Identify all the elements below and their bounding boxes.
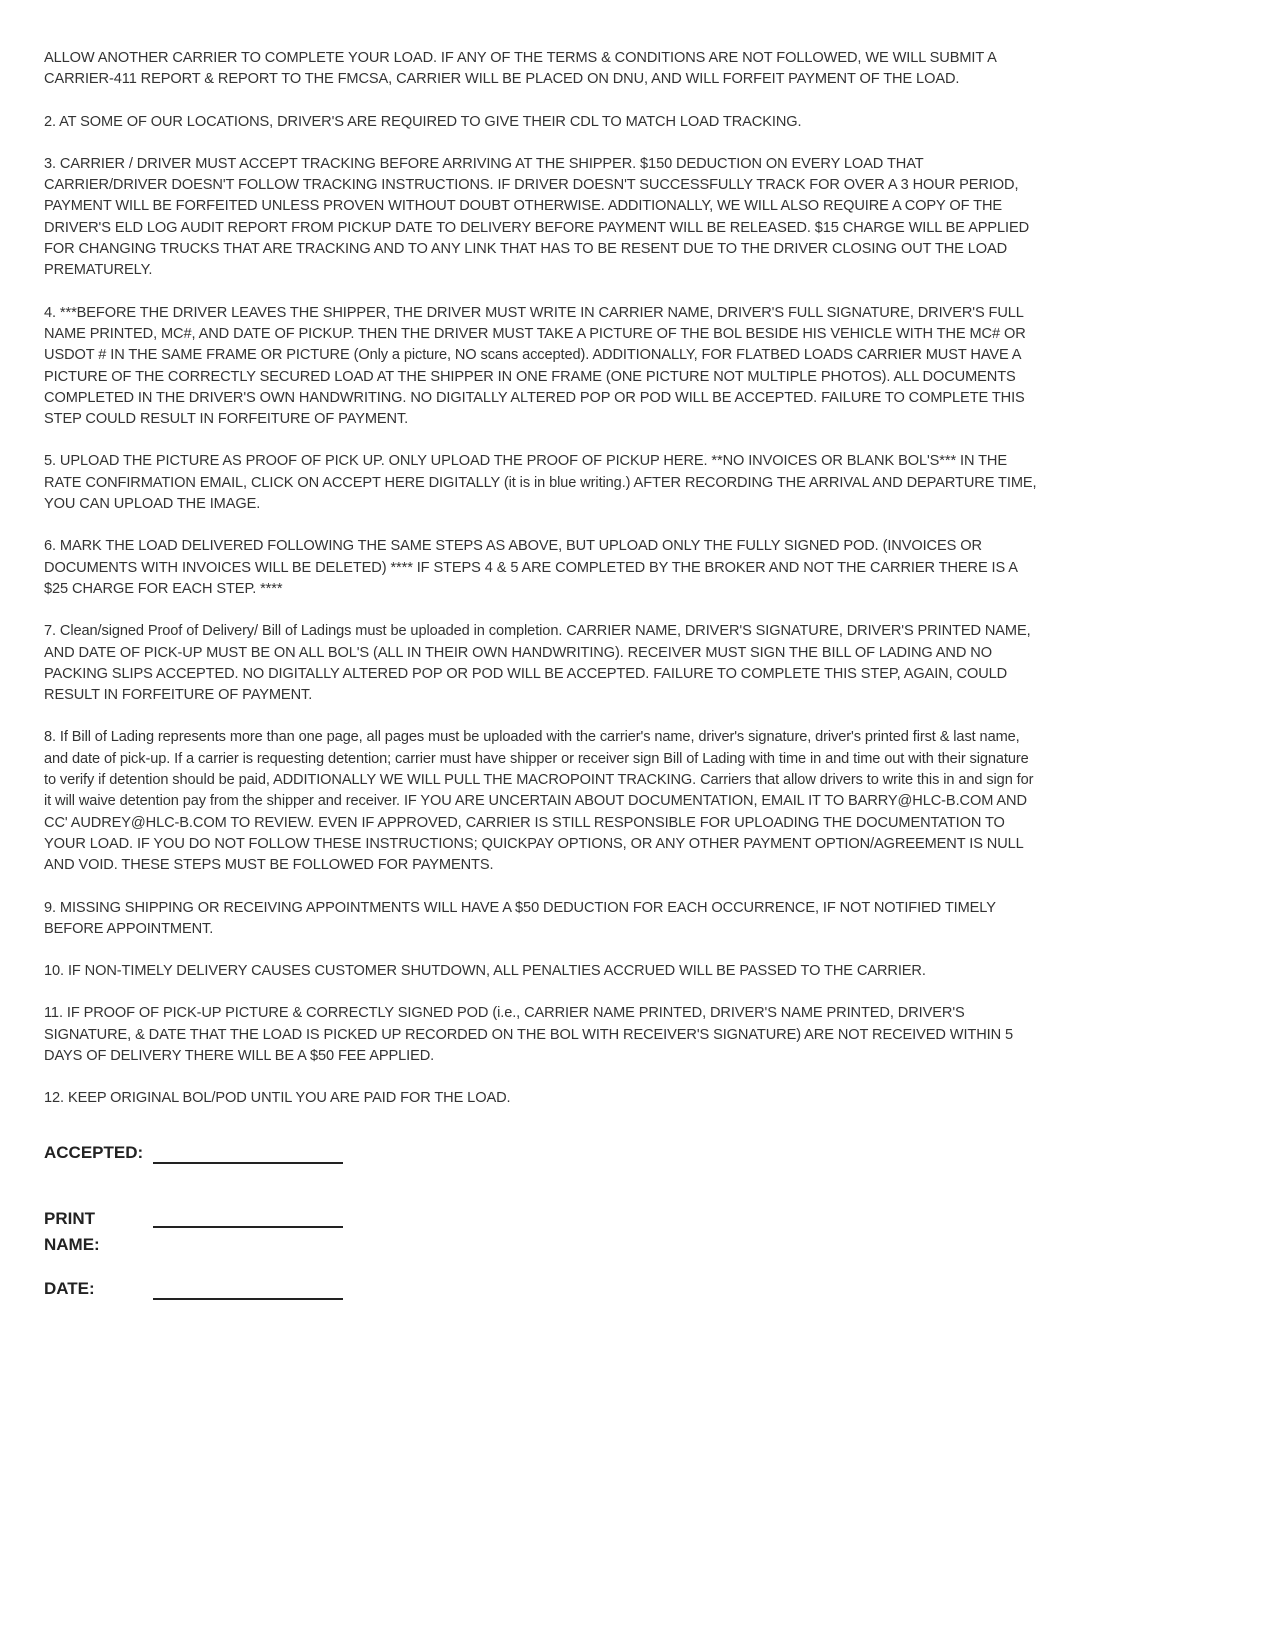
accepted-label: ACCEPTED: — [44, 1143, 144, 1162]
print-name-line[interactable] — [153, 1226, 343, 1228]
terms-body — [44, 48, 1044, 1131]
terms-paragraph-4: 4. ***BEFORE THE DRIVER LEAVES THE SHIPPER, THE DRIVER MUST WRITE IN CARRIER NAME, DRIVER'S FULL SIGNATURE, DRIVER'S FULL NAME PRINTED, MC#, AND DATE OF PICKUP. THEN THE DRIVER MUST TAKE A PICTURE OF THE BOL BESIDE HIS VEHICLE WITH THE MC# OR USDOT # IN THE SAME FRAME OR PICTURE (Only a picture, NO scans accepted). ADDITIONALLY, FOR FLATBED LOADS CARRIER MUST HAVE A PICTURE OF THE CORRECTLY SECURED LOAD AT THE SHIPPER IN ONE FRAME (ONE PICTURE NOT MULTIPLE PHOTOS). ALL DOCUMENTS COMPLETED IN THE DRIVER'S OWN HANDWRITING. NO DIGITALLY ALTERED POP OR POD WILL BE ACCEPTED. FAILURE TO COMPLETE THIS STEP COULD RESULT IN FORFEITURE OF PAYMENT. — [44, 304, 1026, 428]
terms-paragraph-6: 6. MARK THE LOAD DELIVERED FOLLOWING THE SAME STEPS AS ABOVE, BUT UPLOAD ONLY THE FULLY SIGNED POD. (INVOICES OR DOCUMENTS WITH INVOICES WILL BE DELETED) **** IF STEPS 4 & 5 ARE COMPLETED BY THE BROKER AND NOT THE CARRIER THERE IS A $25 CHARGE FOR EACH STEP. **** — [44, 538, 1018, 597]
print-name-label — [44, 1206, 100, 1258]
terms-paragraph-12: 12. KEEP ORIGINAL BOL/POD UNTIL YOU ARE PAID FOR THE LOAD. — [44, 1090, 511, 1107]
terms-paragraph-8: 8. If Bill of Lading represents more than one page, all pages must be uploaded with the carrier's name, driver's signature, driver's printed first & last name, and date of pick-up. If a carrier is requesting detention; carrier must have shipper or receiver sign Bill of Lading with time in and time out with their signature to verify if detention should be paid, ADDITIONALLY WE WILL PULL THE MACROPOINT TRACKING. Carriers that allow drivers to write this in and sign for it will waive detention pay from the shipper and receiver. IF YOU ARE UNCERTAIN ABOUT DOCUMENTATION, EMAIL IT TO BARRY@HLC-B.COM AND CC' AUDREY@HLC-B.COM TO REVIEW. EVEN IF APPROVED, CARRIER IS STILL RESPONSIBLE FOR UPLOADING THE DOCUMENTATION TO YOUR LOAD. IF YOU DO NOT FOLLOW THESE INSTRUCTIONS; QUICKPAY OPTIONS, OR ANY OTHER PAYMENT OPTION/AGREEMENT IS NULL AND VOID. THESE STEPS MUST BE FOLLOWED FOR PAYMENTS. — [44, 729, 1034, 874]
accepted-signature-line[interactable] — [153, 1162, 343, 1164]
date-row — [44, 1276, 444, 1336]
terms-paragraph-11: 11. IF PROOF OF PICK-UP PICTURE & CORRECTLY SIGNED POD (i.e., CARRIER NAME PRINTED, DRIVER'S NAME PRINTED, DRIVER'S SIGNATURE, & DATE THAT THE LOAD IS PICKED UP RECORDED ON THE BOL WITH RECEIVER'S SIGNATURE) ARE NOT RECEIVED WITHIN 5 DAYS OF DELIVERY THERE WILL BE A $50 FEE APPLIED. — [44, 1005, 1014, 1064]
terms-paragraph-9: 9. MISSING SHIPPING OR RECEIVING APPOINTMENTS WILL HAVE A $50 DEDUCTION FOR EACH OCCURRENCE, IF NOT NOTIFIED TIMELY BEFORE APPOINTMENT. — [44, 899, 996, 937]
accepted-row — [44, 1140, 444, 1200]
terms-paragraph-2: 2. AT SOME OF OUR LOCATIONS, DRIVER'S ARE REQUIRED TO GIVE THEIR CDL TO MATCH LOAD TRACKING. — [44, 113, 802, 130]
terms-paragraph-10: 10. IF NON-TIMELY DELIVERY CAUSES CUSTOMER SHUTDOWN, ALL PENALTIES ACCRUED WILL BE PASSED TO THE CARRIER. — [44, 963, 926, 980]
terms-paragraph-7: 7. Clean/signed Proof of Delivery/ Bill of Ladings must be uploaded in completion. CARRIER NAME, DRIVER'S SIGNATURE, DRIVER'S PRINTED NAME, AND DATE OF PICK-UP MUST BE ON ALL BOL'S (ALL IN THEIR OWN HANDWRITING). RECEIVER MUST SIGN THE BILL OF LADING AND NO PACKING SLIPS ACCEPTED. NO DIGITALLY ALTERED POP OR POD WILL BE ACCEPTED. FAILURE TO COMPLETE THIS STEP, AGAIN, COULD RESULT IN FORFEITURE OF PAYMENT. — [44, 623, 1031, 704]
terms-paragraph-5: 5. UPLOAD THE PICTURE AS PROOF OF PICK UP. ONLY UPLOAD THE PROOF OF PICKUP HERE. **NO INVOICES OR BLANK BOL'S*** IN THE RATE CONFIRMATION EMAIL, CLICK ON ACCEPT HERE DIGITALLY (it is in blue writing.) AFTER RECORDING THE ARRIVAL AND DEPARTURE TIME, YOU CAN UPLOAD THE IMAGE. — [44, 453, 1037, 513]
print-name-row — [44, 1206, 444, 1266]
date-line[interactable] — [153, 1298, 343, 1300]
terms-paragraph-continuation: ALLOW ANOTHER CARRIER TO COMPLETE YOUR LOAD. IF ANY OF THE TERMS & CONDITIONS ARE NOT FOLLOWED, WE WILL SUBMIT A CARRIER-411 REPORT & REPORT TO THE FMCSA, CARRIER WILL BE PLACED ON DNU, AND WILL FORFEIT PAYMENT OF THE LOAD. — [44, 50, 996, 88]
date-label: DATE: — [44, 1279, 95, 1298]
print-name-label-line-1: PRINT — [44, 1209, 95, 1228]
print-name-label-line-2: NAME: — [44, 1235, 100, 1254]
signature-block — [44, 1140, 444, 1298]
terms-paragraph-3: 3. CARRIER / DRIVER MUST ACCEPT TRACKING BEFORE ARRIVING AT THE SHIPPER. $150 DEDUCTION ON EVERY LOAD THAT CARRIER/DRIVER DOESN'T FOLLOW TRACKING INSTRUCTIONS. IF DRIVER DOESN'T SUCCESSFULLY TRACK FOR OVER A 3 HOUR PERIOD, PAYMENT WILL BE FORFEITED UNLESS PROVEN WITHOUT DOUBT OTHERWISE. ADDITIONALLY, WE WILL ALSO REQUIRE A COPY OF THE DRIVER'S ELD LOG AUDIT REPORT FROM PICKUP DATE TO DELIVERY BEFORE PAYMENT WILL BE RELEASED. $15 CHARGE WILL BE APPLIED FOR CHANGING TRUCKS THAT ARE TRACKING AND TO ANY LINK THAT HAS TO BE RESENT DUE TO THE DRIVER CLOSING OUT THE LOAD PREMATURELY. — [44, 155, 1030, 279]
